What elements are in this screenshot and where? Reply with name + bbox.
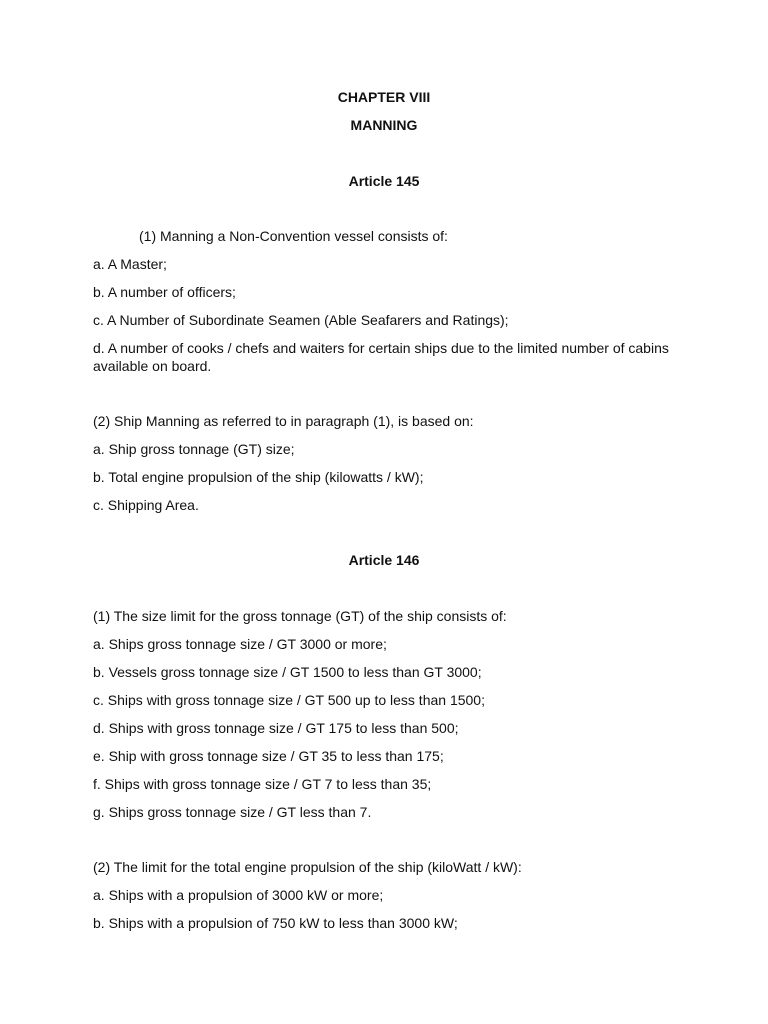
article-146-item-e: e. Ship with gross tonnage size / GT 35 to less than 175; <box>93 748 444 764</box>
article-145-item-a: a. A Master; <box>93 256 167 272</box>
article-146-para2-item-a: a. Ships with a propulsion of 3000 kW or more; <box>93 887 384 903</box>
article-146-item-d: d. Ships with gross tonnage size / GT 175 to less than 500; <box>93 720 459 736</box>
article-145-item-c: c. A Number of Subordinate Seamen (Able Seafarers and Ratings); <box>93 312 509 328</box>
article-146-item-g: g. Ships gross tonnage size / GT less than 7. <box>93 804 372 820</box>
article-145-para2-item-c: c. Shipping Area. <box>93 497 199 513</box>
chapter-title: CHAPTER VIII <box>337 89 431 105</box>
article-145-heading: Article 145 <box>348 173 420 189</box>
article-146-item-c: c. Ships with gross tonnage size / GT 500 up to less than 1500; <box>93 692 485 708</box>
article-145-para-2: (2) Ship Manning as referred to in paragraph (1), is based on: <box>93 413 474 429</box>
article-146-item-f: f. Ships with gross tonnage size / GT 7 to less than 35; <box>93 776 432 792</box>
article-146-item-a: a. Ships gross tonnage size / GT 3000 or more; <box>93 636 387 652</box>
article-145-intro: (1) Manning a Non-Convention vessel consists of: <box>139 228 448 244</box>
chapter-subtitle: MANNING <box>350 117 418 133</box>
article-146-heading: Article 146 <box>348 552 420 568</box>
article-145-item-b: b. A number of officers; <box>93 284 236 300</box>
article-146-para-1: (1) The size limit for the gross tonnage (GT) of the ship consists of: <box>93 608 507 624</box>
article-145-para2-item-b: b. Total engine propulsion of the ship (kilowatts / kW); <box>93 469 424 485</box>
article-146-para2-item-b: b. Ships with a propulsion of 750 kW to less than 3000 kW; <box>93 915 458 931</box>
article-146-para-2: (2) The limit for the total engine propulsion of the ship (kiloWatt / kW): <box>93 859 522 875</box>
article-145-para2-item-a: a. Ship gross tonnage (GT) size; <box>93 441 295 457</box>
article-145-item-d: d. A number of cooks / chefs and waiters for certain ships due to the limited number of cabins available on board. <box>93 340 669 374</box>
article-146-item-b: b. Vessels gross tonnage size / GT 1500 to less than GT 3000; <box>93 664 482 680</box>
